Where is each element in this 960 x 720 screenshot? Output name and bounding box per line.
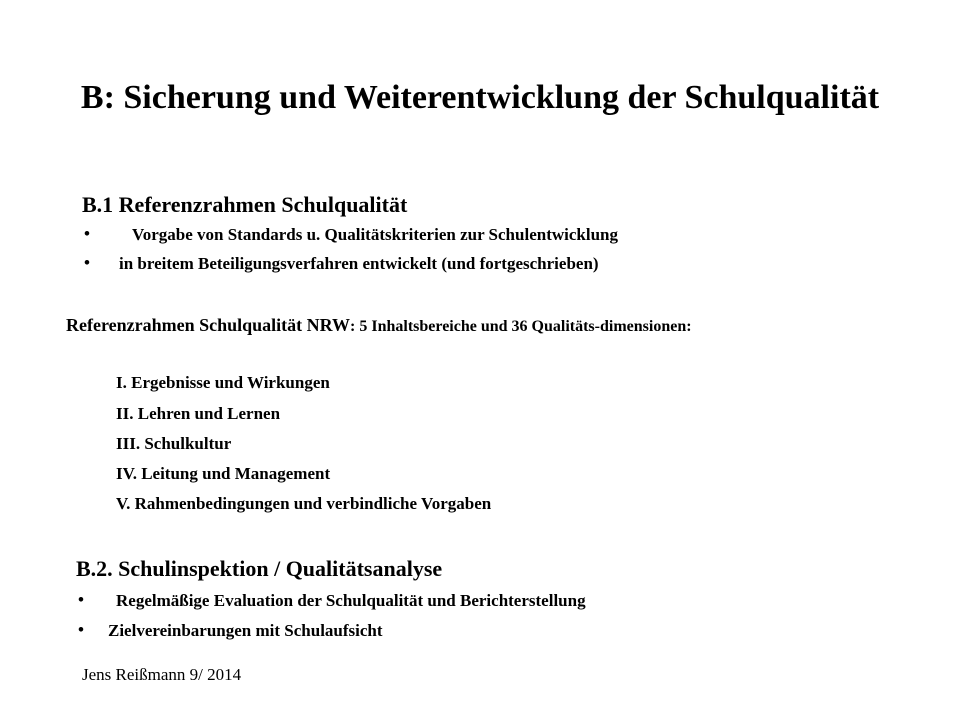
area-3: III. Schulkultur (116, 434, 232, 453)
section-heading-b1: B.1 Referenzrahmen Schulqualität (82, 192, 408, 217)
b2-bullet-1: Regelmäßige Evaluation der Schulqualität und Berichterstellung (116, 591, 586, 610)
bullet-icon: • (78, 590, 84, 609)
section-heading-b2: B.2. Schulinspektion / Qualitätsanalyse (76, 556, 443, 581)
bullet-icon: • (78, 620, 84, 639)
b1-bullet-2: in breitem Beteiligungsverfahren entwickelt (und fortgeschrieben) (119, 254, 599, 273)
bullet-icon: • (84, 224, 90, 243)
b1-bullet-1: Vorgabe von Standards u. Qualitätskriterien zur Schulentwicklung (132, 225, 618, 244)
framework-description: : 5 Inhaltsbereiche und 36 Qualitäts-dimensionen: (350, 318, 692, 335)
area-4: IV. Leitung und Management (116, 464, 331, 483)
bullet-icon: • (84, 253, 90, 272)
b2-bullet-2: Zielvereinbarungen mit Schulaufsicht (108, 621, 383, 640)
area-5: V. Rahmenbedingungen und verbindliche Vorgaben (116, 494, 492, 513)
framework-intro (66, 312, 826, 340)
footer-author-date: Jens Reißmann 9/ 2014 (82, 665, 242, 684)
framework-lead: Referenzrahmen Schulqualität NRW (66, 315, 351, 335)
slide-title: B: Sicherung und Weiterentwicklung der Schulqualität (80, 79, 880, 116)
area-1: I. Ergebnisse und Wirkungen (116, 373, 330, 392)
area-2: II. Lehren und Lernen (116, 404, 281, 423)
